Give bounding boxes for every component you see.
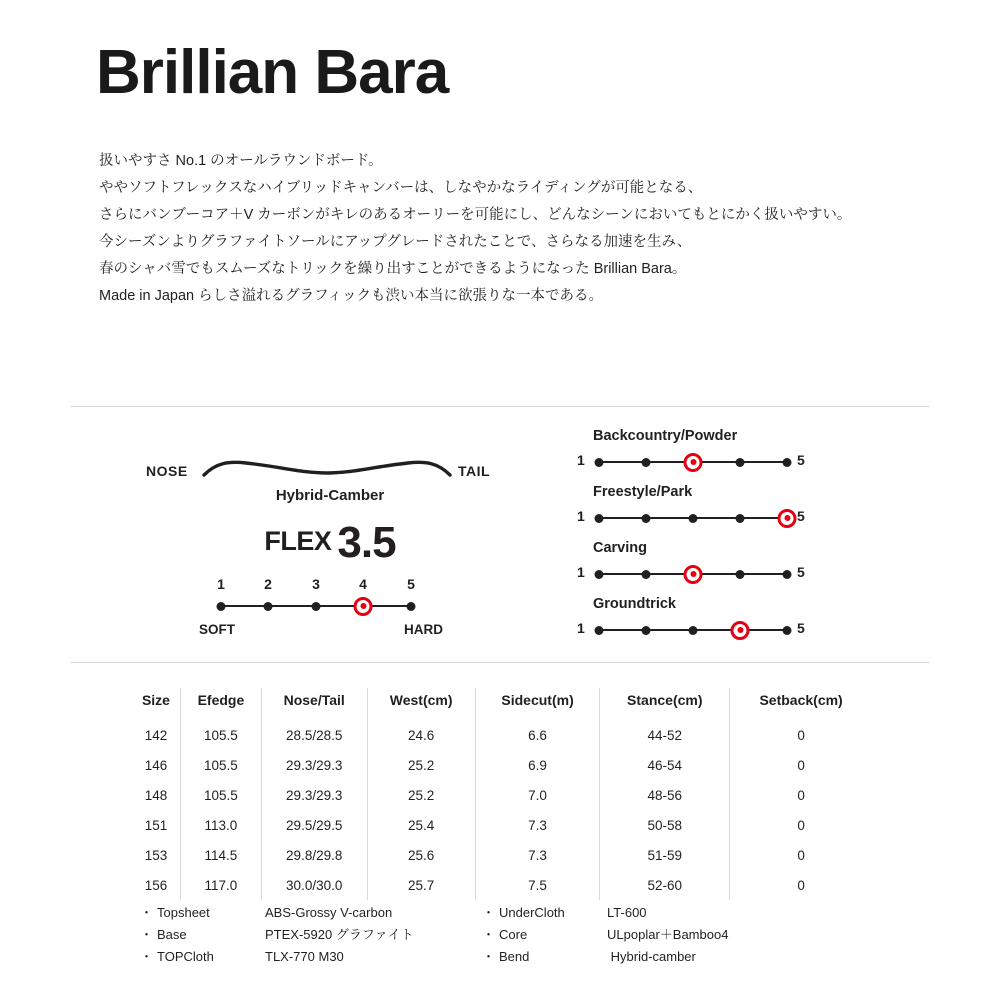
column-header-sidecut: Sidecut(m) <box>475 688 600 720</box>
material-row <box>140 924 414 946</box>
column-header-setback: Setback(cm) <box>759 692 843 708</box>
rating-min: 1 <box>577 452 585 468</box>
cell-stance: 52-60 <box>600 870 730 900</box>
description-line: さらにバンブーコア＋V カーボンがキレのあるオーリーを可能にし、どんなシーンにおいてもとにかく扱いやすい。 <box>99 207 852 223</box>
cell-efedge: 105.5 <box>180 780 261 810</box>
cell-sidecut: 6.9 <box>475 750 600 780</box>
flex-scale <box>196 576 446 638</box>
cell-size: 146 <box>132 750 180 780</box>
rating-scale <box>575 563 815 585</box>
bullet-icon: ・ <box>140 949 154 964</box>
cell-setback: 0 <box>797 817 805 833</box>
column-header-size: Size <box>132 688 180 720</box>
material-row <box>140 946 414 968</box>
cell-efedge: 114.5 <box>180 840 261 870</box>
table-row <box>132 720 872 750</box>
flex-heading <box>140 518 520 568</box>
rating-dot-1 <box>595 514 604 523</box>
material-value: ABS-Grossy V-carbon <box>265 905 393 920</box>
column-header-stance: Stance(cm) <box>600 688 730 720</box>
column-header-nose-tail: Nose/Tail <box>261 688 367 720</box>
bullet-icon: ・ <box>140 905 154 920</box>
flex-soft-label: SOFT <box>199 622 235 637</box>
table-header-row <box>132 688 872 720</box>
flex-tick-4: 4 <box>359 576 367 592</box>
flex-value: 3.5 <box>337 518 396 567</box>
cell-size: 148 <box>132 780 180 810</box>
rating-dot-3-active <box>684 565 703 584</box>
description-line: 春のシャバ雪でもスムーズなトリックを繰り出すことができるようになった Brillian Bara。 <box>99 261 687 277</box>
column-header-efedge: Efedge <box>180 688 261 720</box>
cell-nose-tail: 29.8/29.8 <box>261 840 367 870</box>
rating-min: 1 <box>577 564 585 580</box>
rating-dot-4 <box>736 570 745 579</box>
description-line: Made in Japan らしさ溢れるグラフィックも渋い本当に欲張りな一本である。 <box>99 288 603 304</box>
table-row <box>132 840 872 870</box>
rating-dot-5 <box>783 458 792 467</box>
material-value: TLX-770 M30 <box>265 949 344 964</box>
rating-dot-3 <box>689 514 698 523</box>
rating-dot-5 <box>783 570 792 579</box>
material-key: UnderCloth <box>499 905 565 920</box>
cell-nose-tail: 29.3/29.3 <box>261 780 367 810</box>
bullet-icon: ・ <box>482 949 496 964</box>
materials-left <box>140 902 414 968</box>
divider-bottom <box>70 662 930 663</box>
rating-label: Freestyle/Park <box>593 484 693 500</box>
rating-label: Carving <box>593 540 647 556</box>
description-line: 今シーズンよりグラファイトソールにアップグレードされたことで、さらなる加速を生み、 <box>99 234 692 250</box>
material-value: LT-600 <box>607 905 647 920</box>
rating-dot-2 <box>642 570 651 579</box>
product-description <box>99 148 959 310</box>
cell-sidecut: 7.3 <box>475 810 600 840</box>
rating-dot-4 <box>736 514 745 523</box>
rating-group <box>575 428 935 652</box>
rating-dot-2 <box>642 458 651 467</box>
material-key: Topsheet <box>157 905 210 920</box>
flex-word: FLEX <box>264 526 332 556</box>
cell-west: 25.2 <box>367 780 475 810</box>
cell-efedge: 105.5 <box>180 720 261 750</box>
material-value: ULpoplar＋Bamboo4 <box>607 927 729 942</box>
flex-dot-4-active <box>354 597 373 616</box>
cell-west: 25.7 <box>367 870 475 900</box>
rating-min: 1 <box>577 620 585 636</box>
rating-max: 5 <box>797 564 805 580</box>
cell-nose-tail: 29.3/29.3 <box>261 750 367 780</box>
flex-tick-3: 3 <box>312 576 320 592</box>
flex-dot-1 <box>217 602 226 611</box>
rating-dot-1 <box>595 570 604 579</box>
bullet-icon: ・ <box>482 905 496 920</box>
cell-west: 25.2 <box>367 750 475 780</box>
cell-setback: 0 <box>797 847 805 863</box>
camber-type-label: Hybrid-Camber <box>275 487 385 504</box>
divider-top <box>70 406 930 407</box>
cell-size: 151 <box>132 810 180 840</box>
material-row <box>140 902 414 924</box>
bullet-icon: ・ <box>140 927 154 942</box>
cell-setback: 0 <box>797 787 805 803</box>
cell-size: 153 <box>132 840 180 870</box>
page-title: Brillian Bara <box>96 38 449 107</box>
description-line: 扱いやすさ No.1 のオールラウンドボード。 <box>99 153 383 169</box>
rating-max: 5 <box>797 620 805 636</box>
rating-dot-4 <box>736 458 745 467</box>
cell-size: 156 <box>132 870 180 900</box>
flex-scale-numbers <box>196 576 446 596</box>
table-row <box>132 780 872 810</box>
cell-stance: 46-54 <box>600 750 730 780</box>
cell-stance: 51-59 <box>600 840 730 870</box>
flex-dot-3 <box>312 602 321 611</box>
rating-groundtrick <box>575 596 935 652</box>
rating-max: 5 <box>797 452 805 468</box>
flex-tick-2: 2 <box>264 576 272 592</box>
table-row <box>132 810 872 840</box>
tail-label: TAIL <box>458 463 491 479</box>
rating-dot-2 <box>642 626 651 635</box>
rating-dot-4-active <box>731 621 750 640</box>
rating-carving <box>575 540 935 596</box>
cell-setback: 0 <box>797 877 805 893</box>
material-row <box>482 902 728 924</box>
rating-dot-1 <box>595 626 604 635</box>
flex-tick-5: 5 <box>407 576 415 592</box>
material-key: Bend <box>499 949 530 964</box>
flex-dot-5 <box>407 602 416 611</box>
material-value: Hybrid-camber <box>607 949 696 964</box>
rating-scale <box>575 507 815 529</box>
cell-nose-tail: 29.5/29.5 <box>261 810 367 840</box>
spec-table <box>132 688 872 900</box>
cell-sidecut: 7.0 <box>475 780 600 810</box>
rating-dot-3-active <box>684 453 703 472</box>
nose-label: NOSE <box>146 463 188 479</box>
material-value: PTEX-5920 グラファイト <box>265 927 414 942</box>
table-row <box>132 870 872 900</box>
cell-stance: 44-52 <box>600 720 730 750</box>
material-key: Core <box>499 927 528 942</box>
cell-sidecut: 6.6 <box>475 720 600 750</box>
camber-profile-icon <box>202 455 452 489</box>
cell-sidecut: 7.3 <box>475 840 600 870</box>
table-row <box>132 750 872 780</box>
cell-west: 24.6 <box>367 720 475 750</box>
cell-nose-tail: 28.5/28.5 <box>261 720 367 750</box>
flex-hard-label: HARD <box>404 622 443 637</box>
flex-tick-1: 1 <box>217 576 225 592</box>
column-header-west: West(cm) <box>367 688 475 720</box>
cell-efedge: 117.0 <box>180 870 261 900</box>
cell-west: 25.6 <box>367 840 475 870</box>
cell-efedge: 105.5 <box>180 750 261 780</box>
rating-dot-1 <box>595 458 604 467</box>
cell-size: 142 <box>132 720 180 750</box>
material-row <box>482 924 728 946</box>
cell-efedge: 113.0 <box>180 810 261 840</box>
cell-nose-tail: 30.0/30.0 <box>261 870 367 900</box>
flex-dot-2 <box>264 602 273 611</box>
description-line: ややソフトフレックスなハイブリッドキャンバーは、しなやかなライディングが可能となる、 <box>99 180 703 196</box>
rating-scale <box>575 451 815 473</box>
rating-backcountry-powder <box>575 428 935 484</box>
rating-label: Backcountry/Powder <box>593 428 738 444</box>
rating-dot-5 <box>783 626 792 635</box>
cell-stance: 48-56 <box>600 780 730 810</box>
rating-freestyle-park <box>575 484 935 540</box>
bullet-icon: ・ <box>482 927 496 942</box>
material-row <box>482 946 728 968</box>
cell-setback: 0 <box>797 757 805 773</box>
materials-right <box>482 902 728 968</box>
material-key: Base <box>157 927 187 942</box>
rating-dot-3 <box>689 626 698 635</box>
rating-dot-5-active <box>778 509 797 528</box>
cell-stance: 50-58 <box>600 810 730 840</box>
cell-setback: 0 <box>797 727 805 743</box>
material-key: TOPCloth <box>157 949 214 964</box>
cell-west: 25.4 <box>367 810 475 840</box>
rating-dot-2 <box>642 514 651 523</box>
rating-min: 1 <box>577 508 585 524</box>
rating-label: Groundtrick <box>593 596 676 612</box>
cell-sidecut: 7.5 <box>475 870 600 900</box>
rating-max: 5 <box>797 508 805 524</box>
rating-scale <box>575 619 815 641</box>
